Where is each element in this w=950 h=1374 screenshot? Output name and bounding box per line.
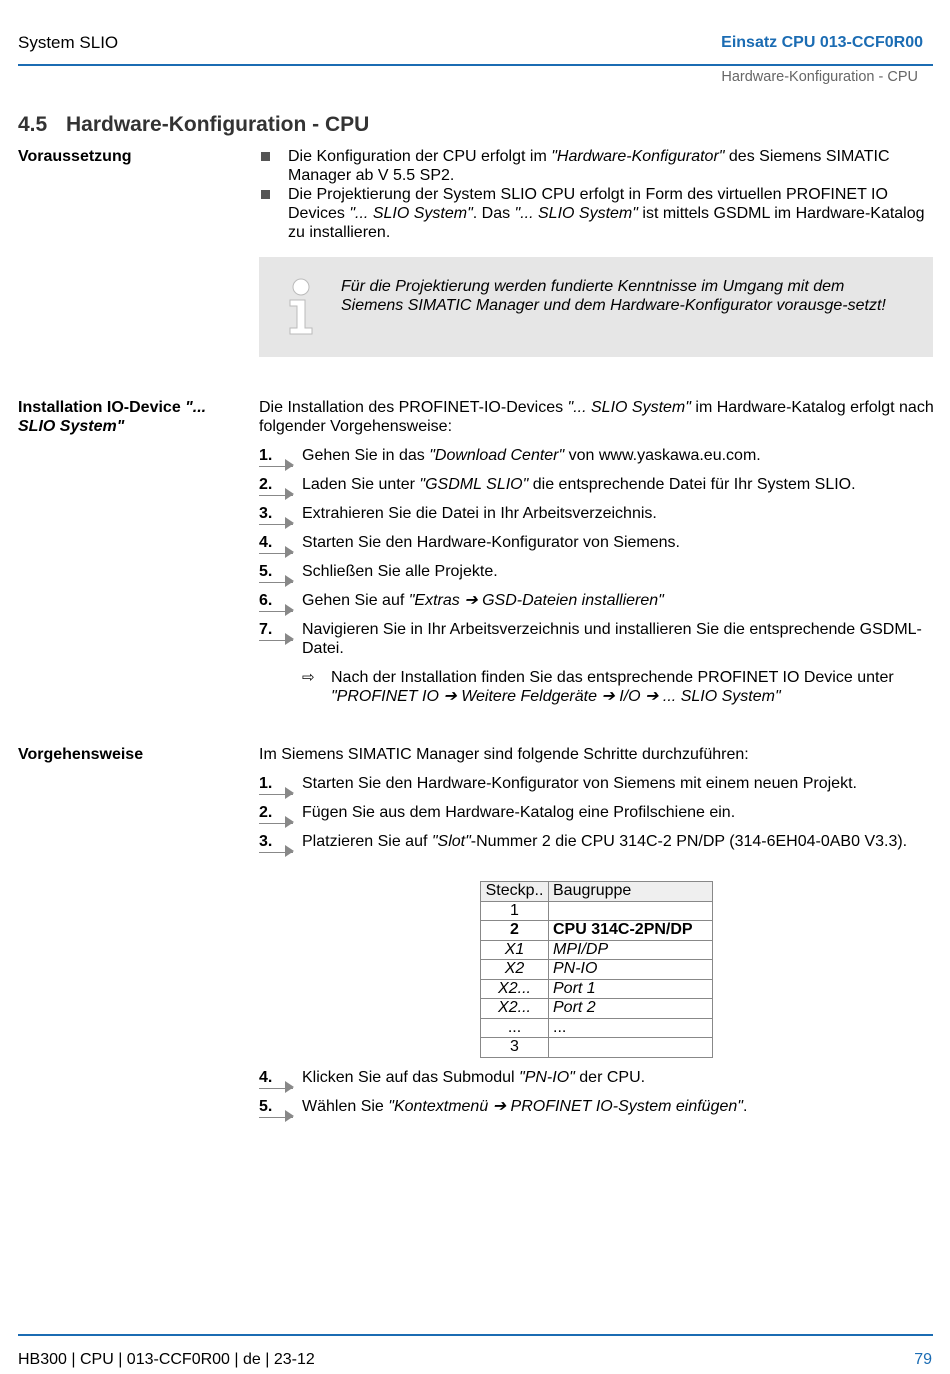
- label-installation: Installation IO-Device "... SLIO System": [18, 399, 207, 435]
- step-item: 1. Gehen Sie in das "Download Center" von www.yaskawa.eu.com.: [259, 446, 934, 465]
- table-row: 1: [481, 901, 713, 921]
- result-arrow-icon: ⇨: [302, 669, 315, 686]
- section-title: Hardware-Konfiguration - CPU: [66, 113, 370, 136]
- header-product: System SLIO: [18, 33, 119, 52]
- installation-content: [259, 398, 934, 706]
- vorgehensweise-intro: Im Siemens SIMATIC Manager sind folgende Schritte durchzuführen:: [259, 746, 749, 763]
- step-item: 6. Gehen Sie auf "Extras ➔ GSD-Dateien installieren": [259, 591, 934, 610]
- bullet-item: Die Konfiguration der CPU erfolgt im "Hardware-Konfigurator" des Siemens SIMATIC Manager ab V 5.5 SP2.: [259, 147, 934, 185]
- bullet-item: Die Projektierung der System SLIO CPU erfolgt in Form des virtuellen PROFINET IO Devices "... SLIO System". Das "... SLIO System" ist mittels GSDML im Hardware-Katalog zu installieren.: [259, 185, 934, 242]
- header-divider: [18, 64, 933, 66]
- note-text: Für die Projektierung werden fundierte Kenntnisse im Umgang mit dem Siemens SIMATIC Manager und dem Hardware-Konfigurator vorausge-setzt!: [341, 278, 886, 314]
- step-item: 4. Klicken Sie auf das Submodul "PN-IO" der CPU.: [259, 1068, 934, 1087]
- step-item: 7. Navigieren Sie in Ihr Arbeitsverzeichnis und installieren Sie die entsprechende GSDML-Datei.: [259, 621, 922, 657]
- step-item: 5. Wählen Sie "Kontextmenü ➔ PROFINET IO-System einfügen".: [259, 1097, 934, 1116]
- step-item: 2. Laden Sie unter "GSDML SLIO" die entsprechende Datei für Ihr System SLIO.: [259, 475, 934, 494]
- voraussetzung-list: [259, 147, 934, 242]
- step-item: 3. Extrahieren Sie die Datei in Ihr Arbeitsverzeichnis.: [259, 504, 934, 523]
- table-row: ... ...: [481, 1018, 713, 1038]
- step-result: ⇨ Nach der Installation finden Sie das entsprechende PROFINET IO Device unter "PROFINET IO ➔ Weitere Feldgeräte ➔ I/O ➔ ... SLIO System": [302, 669, 894, 705]
- header-chapter: Einsatz CPU 013-CCF0R00: [721, 34, 923, 51]
- table-row: X2... Port 2: [481, 999, 713, 1019]
- slot-table: [480, 881, 713, 1058]
- table-header-row: [481, 882, 713, 902]
- page-number: 79: [914, 1351, 932, 1368]
- section-number: 4.5: [18, 113, 48, 136]
- table-header: Baugruppe: [549, 882, 713, 902]
- step-item: 3. Platzieren Sie auf "Slot"-Nummer 2 die CPU 314C-2 PN/DP (314-6EH04-0AB0 V3.3).: [259, 832, 934, 851]
- footer-divider: [18, 1334, 933, 1336]
- table-row: 2 CPU 314C-2PN/DP: [481, 921, 713, 941]
- footer-doc-id: HB300 | CPU | 013-CCF0R00 | de | 23-12: [18, 1351, 315, 1368]
- installation-intro: Die Installation des PROFINET-IO-Devices "... SLIO System" im Hardware-Katalog erfolgt nach folgender Vorgehensweise:: [259, 399, 934, 435]
- label-vorgehensweise: Vorgehensweise: [18, 746, 144, 763]
- step-item: 5. Schließen Sie alle Projekte.: [259, 562, 934, 581]
- table-row: X2... Port 1: [481, 979, 713, 999]
- label-voraussetzung: Voraussetzung: [18, 148, 132, 165]
- step-item: 1. Starten Sie den Hardware-Konfigurator von Siemens mit einem neuen Projekt.: [259, 774, 934, 793]
- step-item: 4. Starten Sie den Hardware-Konfigurator von Siemens.: [259, 533, 934, 552]
- header-subtitle: Hardware-Konfiguration - CPU: [721, 69, 918, 85]
- table-row: X1 MPI/DP: [481, 940, 713, 960]
- step-item: 2. Fügen Sie aus dem Hardware-Katalog eine Profilschiene ein.: [259, 803, 934, 822]
- square-bullet-icon: [261, 190, 270, 199]
- section-heading: [18, 113, 369, 137]
- square-bullet-icon: [261, 152, 270, 161]
- table-header: Steckp..: [481, 882, 549, 902]
- table-row: X2 PN-IO: [481, 960, 713, 980]
- vorgehensweise-continued: [259, 1058, 934, 1116]
- info-icon: [284, 278, 318, 336]
- note-box: [259, 257, 933, 357]
- vorgehensweise-content: [259, 745, 934, 851]
- table-row: 3: [481, 1038, 713, 1058]
